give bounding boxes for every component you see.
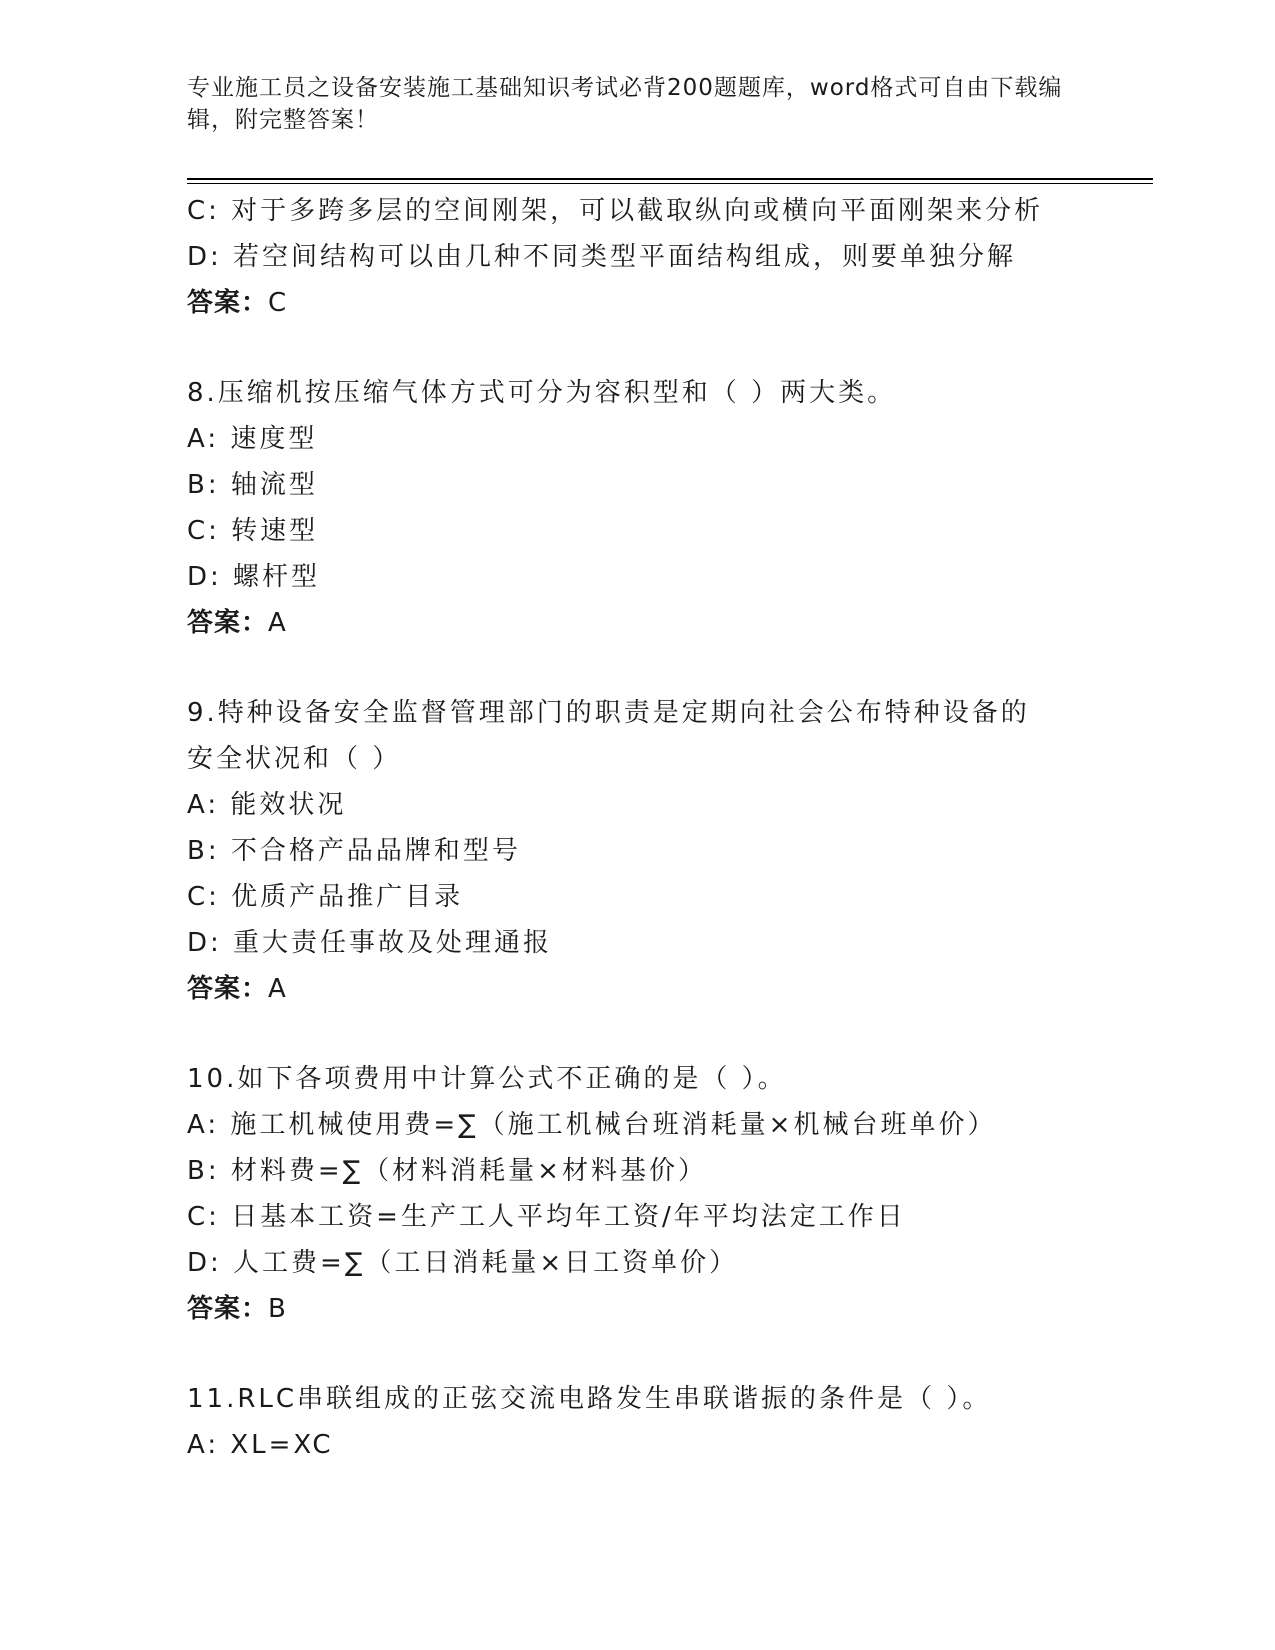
answer-value: B (268, 1294, 287, 1324)
question-stem: 10.如下各项费用中计算公式不正确的是（ ）。 (187, 1064, 787, 1094)
answer-label: 答案： (187, 608, 269, 638)
option-d: D: 人工费=∑（工日消耗量×日工资单价） (187, 1248, 739, 1278)
question-7-tail (187, 188, 1087, 326)
answer-value: C (268, 288, 288, 318)
answer-value: A (268, 974, 287, 1004)
answer-label: 答案： (187, 974, 269, 1004)
option-c: C: 日基本工资=生产工人平均年工资/年平均法定工作日 (187, 1202, 906, 1232)
answer-line (187, 280, 1087, 326)
answer-label: 答案： (187, 288, 269, 318)
option-a: A: 施工机械使用费=∑（施工机械台班消耗量×机械台班单价） (187, 1110, 997, 1140)
question-10 (187, 1056, 1087, 1332)
header-divider-thick (187, 178, 1153, 180)
header-divider-thin (187, 183, 1153, 184)
option-a: A: XL=XC (187, 1430, 334, 1460)
option-b: B: 不合格产品品牌和型号 (187, 836, 521, 866)
option-c: C: 对于多跨多层的空间刚架，可以截取纵向或横向平面刚架来分析 (187, 196, 1044, 226)
answer-line (187, 600, 1087, 646)
answer-line (187, 966, 1087, 1012)
option-d: D: 重大责任事故及处理通报 (187, 928, 553, 958)
question-9 (187, 690, 1087, 1012)
question-stem: 8.压缩机按压缩气体方式可分为容积型和（ ）两大类。 (187, 378, 897, 408)
question-list (187, 188, 1087, 1468)
question-stem: 9.特种设备安全监督管理部门的职责是定期向社会公布特种设备的安全状况和（ ） (187, 698, 1030, 774)
document-header (187, 72, 1067, 136)
option-a: A: 速度型 (187, 424, 318, 454)
option-d: D: 若空间结构可以由几种不同类型平面结构组成，则要单独分解 (187, 242, 1017, 272)
answer-value: A (268, 608, 287, 638)
option-c: C: 优质产品推广目录 (187, 882, 464, 912)
option-a: A: 能效状况 (187, 790, 347, 820)
option-d: D: 螺杆型 (187, 562, 321, 592)
answer-label: 答案： (187, 1294, 269, 1324)
option-c: C: 转速型 (187, 516, 319, 546)
option-b: B: 材料费=∑（材料消耗量×材料基价） (187, 1156, 707, 1186)
option-b: B: 轴流型 (187, 470, 318, 500)
header-title: 专业施工员之设备安装施工基础知识考试必背200题题库，word格式可自由下载编辑，附完整答案！ (187, 75, 1063, 133)
answer-line (187, 1286, 1087, 1332)
question-8 (187, 370, 1087, 646)
question-11 (187, 1376, 1087, 1468)
question-stem: 11.RLC串联组成的正弦交流电路发生串联谐振的条件是（ ）。 (187, 1384, 992, 1414)
